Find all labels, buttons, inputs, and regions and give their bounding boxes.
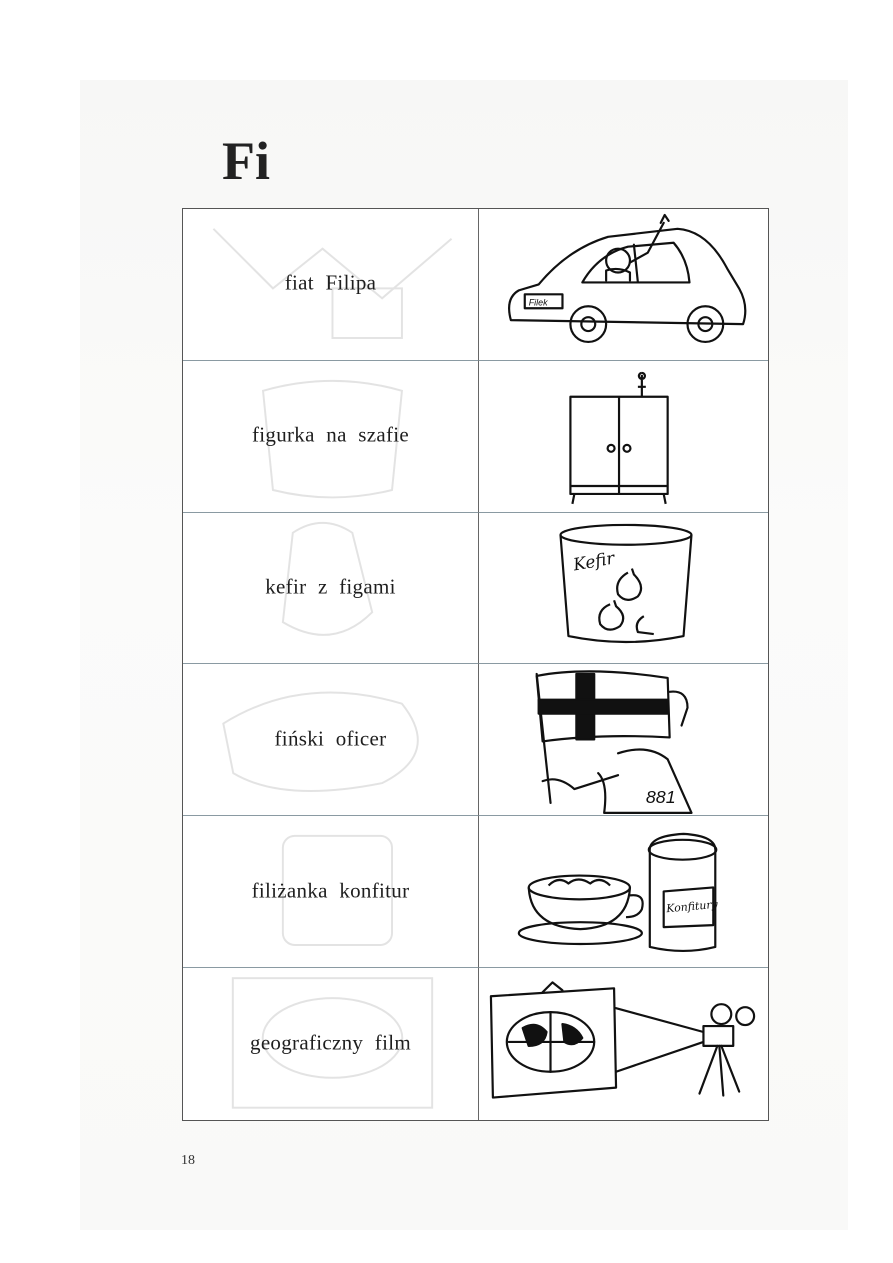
table-cell-phrase	[183, 664, 479, 816]
car-with-waving-boy-illustration	[479, 209, 768, 360]
phrase-text: geograficzny film	[250, 1030, 411, 1055]
table-cell-picture	[479, 816, 768, 968]
table-cell-picture	[479, 513, 768, 665]
phrase-text: figurka na szafie	[251, 422, 410, 447]
phrase-text: filiżanka konfitur	[251, 877, 410, 902]
kefir-cup-with-figs-illustration	[479, 513, 768, 664]
table-cell-picture	[479, 361, 768, 513]
teacup-and-jam-jar-illustration	[479, 816, 768, 967]
table-cell-phrase	[183, 209, 479, 361]
table-cell-picture	[479, 664, 768, 816]
page-number: 18	[181, 1153, 195, 1168]
table-cell-phrase	[183, 816, 479, 968]
officer-with-finnish-flag-illustration	[479, 664, 768, 815]
projector-and-globe-screen-illustration	[479, 968, 768, 1120]
table-cell-phrase	[183, 361, 479, 513]
table-cell-phrase	[183, 968, 479, 1120]
jar-label: Konfitury	[665, 898, 719, 916]
phrase-text: fiat Filipa	[284, 270, 377, 295]
page-heading: Fi	[222, 131, 270, 191]
table-cell-picture	[479, 209, 768, 361]
plate-text: Filek	[528, 297, 548, 308]
phrase-text: kefir z figami	[265, 574, 396, 599]
table-cell-picture	[479, 968, 768, 1120]
table-cell-phrase	[183, 513, 479, 665]
exercise-table	[182, 208, 769, 1121]
phrase-text: fiński oficer	[274, 726, 387, 751]
cup-label: Kefir	[571, 547, 616, 575]
figurine-on-wardrobe-illustration	[479, 361, 768, 512]
officer-badge: 881	[645, 787, 676, 808]
